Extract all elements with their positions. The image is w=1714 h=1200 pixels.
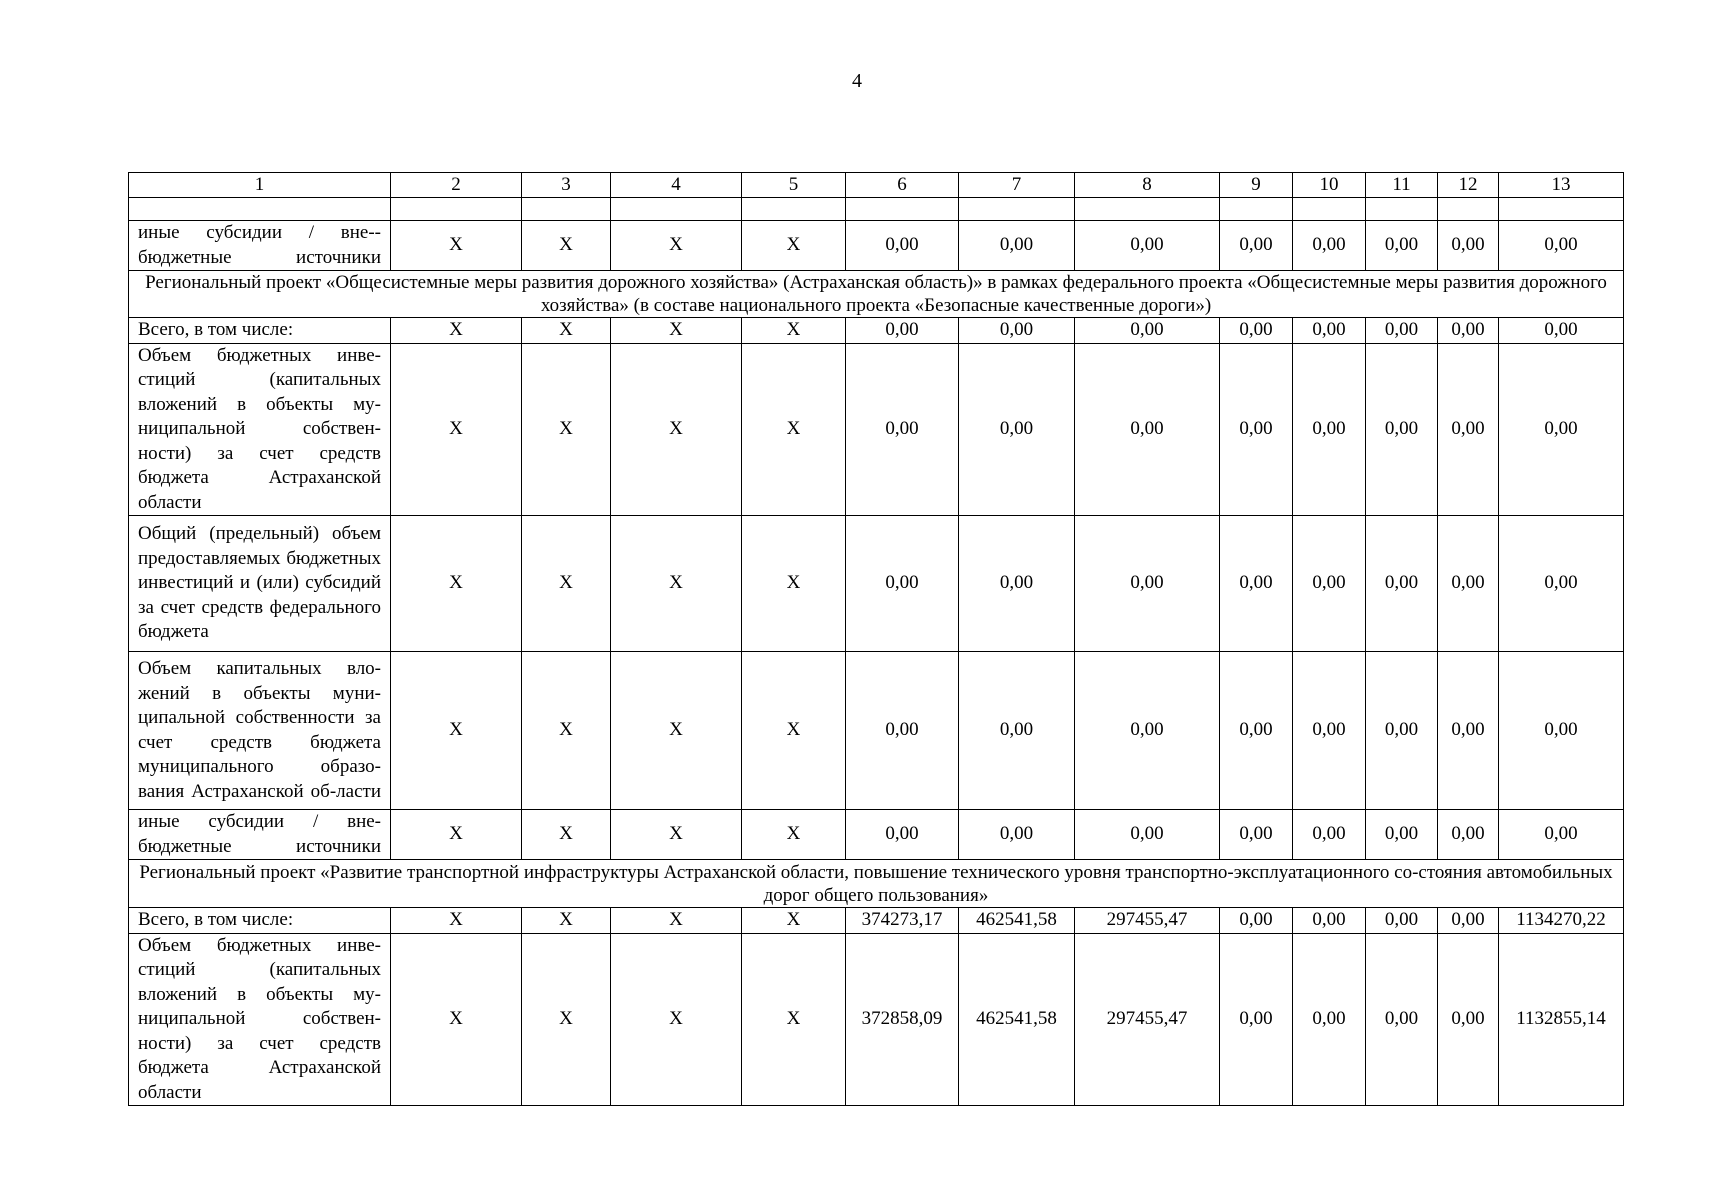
value-cell: 0,00 xyxy=(1366,516,1438,652)
value-cell: X xyxy=(742,516,846,652)
value-cell: 0,00 xyxy=(1499,516,1624,652)
column-header: 12 xyxy=(1438,173,1499,198)
value-cell: 0,00 xyxy=(1075,516,1220,652)
column-header: 5 xyxy=(742,173,846,198)
section-title: Региональный проект «Развитие транспортной инфраструктуры Астраханской области, повышение технического уровня транспортно-эксплуатационного со-стояния автомобильных дорог общего пользования» xyxy=(129,860,1624,908)
value-cell: 0,00 xyxy=(846,343,959,516)
value-cell: 0,00 xyxy=(1220,221,1293,271)
value-cell: 462541,58 xyxy=(959,908,1075,934)
value-cell: 0,00 xyxy=(959,516,1075,652)
value-cell: 0,00 xyxy=(1366,221,1438,271)
value-cell: 0,00 xyxy=(959,810,1075,860)
value-cell: 0,00 xyxy=(1438,933,1499,1106)
column-header: 10 xyxy=(1293,173,1366,198)
value-cell: 0,00 xyxy=(1293,221,1366,271)
value-cell: 0,00 xyxy=(1220,343,1293,516)
value-cell: X xyxy=(611,810,742,860)
column-header: 2 xyxy=(391,173,522,198)
value-cell: 0,00 xyxy=(1438,908,1499,934)
row-label: Объем бюджетных инве-стиций (капитальных вложений в объекты му-ниципальной собствен-ности) за счет средств бюджета Астраханской области xyxy=(129,343,391,516)
empty-cell xyxy=(1075,198,1220,221)
value-cell: 0,00 xyxy=(1366,343,1438,516)
value-cell: X xyxy=(522,908,611,934)
value-cell: 0,00 xyxy=(1438,516,1499,652)
value-cell: 0,00 xyxy=(846,652,959,810)
value-cell: 0,00 xyxy=(1293,810,1366,860)
value-cell: 0,00 xyxy=(1438,343,1499,516)
value-cell: X xyxy=(522,318,611,344)
table-row xyxy=(129,343,1624,516)
empty-row xyxy=(129,198,1624,221)
value-cell: 0,00 xyxy=(1075,318,1220,344)
column-header: 13 xyxy=(1499,173,1624,198)
column-header: 8 xyxy=(1075,173,1220,198)
value-cell: X xyxy=(611,933,742,1106)
value-cell: 0,00 xyxy=(1293,933,1366,1106)
column-header: 1 xyxy=(129,173,391,198)
table-row xyxy=(129,933,1624,1106)
value-cell: 0,00 xyxy=(1366,810,1438,860)
value-cell: X xyxy=(391,908,522,934)
row-label: Общий (предельный) объем предоставляемых бюджетных инвестиций и (или) субсидий за счет средств федерального бюджета xyxy=(129,516,391,652)
row-label: Всего, в том числе: xyxy=(129,908,391,934)
empty-cell xyxy=(611,198,742,221)
value-cell: X xyxy=(742,908,846,934)
value-cell: 0,00 xyxy=(1438,652,1499,810)
value-cell: 0,00 xyxy=(1220,652,1293,810)
value-cell: 297455,47 xyxy=(1075,908,1220,934)
row-label: иные субсидии / вне-бюджетные источники xyxy=(129,810,391,860)
value-cell: X xyxy=(391,343,522,516)
value-cell: X xyxy=(522,810,611,860)
value-cell: 0,00 xyxy=(1220,810,1293,860)
value-cell: X xyxy=(391,810,522,860)
value-cell: 0,00 xyxy=(1499,810,1624,860)
budget-table xyxy=(128,172,1624,1106)
value-cell: 0,00 xyxy=(1438,221,1499,271)
value-cell: 0,00 xyxy=(1220,516,1293,652)
empty-cell xyxy=(522,198,611,221)
empty-cell xyxy=(391,198,522,221)
value-cell: X xyxy=(391,516,522,652)
section-title-row xyxy=(129,860,1624,908)
empty-cell xyxy=(129,198,391,221)
column-header: 4 xyxy=(611,173,742,198)
value-cell: 0,00 xyxy=(846,221,959,271)
empty-cell xyxy=(846,198,959,221)
value-cell: X xyxy=(391,221,522,271)
value-cell: X xyxy=(522,343,611,516)
value-cell: X xyxy=(742,343,846,516)
value-cell: 0,00 xyxy=(959,343,1075,516)
value-cell: X xyxy=(522,221,611,271)
value-cell: 374273,17 xyxy=(846,908,959,934)
value-cell: 0,00 xyxy=(846,318,959,344)
value-cell: X xyxy=(391,318,522,344)
value-cell: 0,00 xyxy=(1293,652,1366,810)
column-header: 3 xyxy=(522,173,611,198)
value-cell: 0,00 xyxy=(1499,652,1624,810)
empty-cell xyxy=(959,198,1075,221)
table-row xyxy=(129,516,1624,652)
value-cell: 0,00 xyxy=(1293,318,1366,344)
value-cell: 0,00 xyxy=(846,516,959,652)
table-row xyxy=(129,908,1624,934)
row-label: Объем бюджетных инве-стиций (капитальных вложений в объекты му-ниципальной собствен-ности) за счет средств бюджета Астраханской области xyxy=(129,933,391,1106)
table-row xyxy=(129,318,1624,344)
value-cell: 0,00 xyxy=(1293,908,1366,934)
value-cell: X xyxy=(522,933,611,1106)
value-cell: X xyxy=(391,652,522,810)
value-cell: 0,00 xyxy=(959,652,1075,810)
row-label: иные субсидии / вне-бюджетные источники xyxy=(129,221,391,271)
value-cell: 0,00 xyxy=(959,221,1075,271)
value-cell: 0,00 xyxy=(1220,318,1293,344)
value-cell: X xyxy=(611,652,742,810)
value-cell: X xyxy=(611,343,742,516)
column-header: 11 xyxy=(1366,173,1438,198)
column-header: 9 xyxy=(1220,173,1293,198)
value-cell: 0,00 xyxy=(1220,908,1293,934)
section-title-row xyxy=(129,271,1624,318)
value-cell: X xyxy=(611,908,742,934)
value-cell: 372858,09 xyxy=(846,933,959,1106)
value-cell: X xyxy=(742,221,846,271)
section-title: Региональный проект «Общесистемные меры развития дорожного хозяйства» (Астраханская область)» в рамках федерального проекта «Общесистемные меры развития дорожного хозяйства» (в составе национального проекта «Безопасные качественные дороги») xyxy=(129,271,1624,318)
page-number: 4 xyxy=(852,70,862,92)
value-cell: 297455,47 xyxy=(1075,933,1220,1106)
value-cell: 0,00 xyxy=(1075,652,1220,810)
empty-cell xyxy=(1366,198,1438,221)
column-header: 7 xyxy=(959,173,1075,198)
value-cell: 0,00 xyxy=(1075,221,1220,271)
table-row xyxy=(129,221,1624,271)
value-cell: 0,00 xyxy=(1293,343,1366,516)
value-cell: 1134270,22 xyxy=(1499,908,1624,934)
value-cell: 462541,58 xyxy=(959,933,1075,1106)
value-cell: 0,00 xyxy=(1438,810,1499,860)
value-cell: X xyxy=(742,652,846,810)
value-cell: X xyxy=(742,933,846,1106)
table-row xyxy=(129,652,1624,810)
value-cell: X xyxy=(742,810,846,860)
value-cell: 0,00 xyxy=(1438,318,1499,344)
table-body xyxy=(129,173,1624,1106)
empty-cell xyxy=(742,198,846,221)
value-cell: 0,00 xyxy=(846,810,959,860)
table-row xyxy=(129,810,1624,860)
value-cell: 0,00 xyxy=(1293,516,1366,652)
value-cell: X xyxy=(611,516,742,652)
value-cell: 0,00 xyxy=(1220,933,1293,1106)
value-cell: X xyxy=(522,516,611,652)
value-cell: 0,00 xyxy=(1366,318,1438,344)
value-cell: X xyxy=(391,933,522,1106)
value-cell: 0,00 xyxy=(1499,221,1624,271)
value-cell: X xyxy=(611,318,742,344)
value-cell: 0,00 xyxy=(1075,343,1220,516)
value-cell: X xyxy=(522,652,611,810)
value-cell: 0,00 xyxy=(1366,652,1438,810)
value-cell: 0,00 xyxy=(1499,343,1624,516)
column-header-row xyxy=(129,173,1624,198)
column-header: 6 xyxy=(846,173,959,198)
empty-cell xyxy=(1293,198,1366,221)
value-cell: 0,00 xyxy=(1366,933,1438,1106)
value-cell: 0,00 xyxy=(1075,810,1220,860)
value-cell: X xyxy=(742,318,846,344)
value-cell: 0,00 xyxy=(1366,908,1438,934)
empty-cell xyxy=(1499,198,1624,221)
value-cell: 0,00 xyxy=(959,318,1075,344)
row-label: Объем капитальных вло-жений в объекты муни-ципальной собственности за счет средств бюджета муниципального образо-вания Астраханской об-ласти xyxy=(129,652,391,810)
value-cell: 0,00 xyxy=(1499,318,1624,344)
empty-cell xyxy=(1220,198,1293,221)
row-label: Всего, в том числе: xyxy=(129,318,391,344)
value-cell: 1132855,14 xyxy=(1499,933,1624,1106)
value-cell: X xyxy=(611,221,742,271)
empty-cell xyxy=(1438,198,1499,221)
